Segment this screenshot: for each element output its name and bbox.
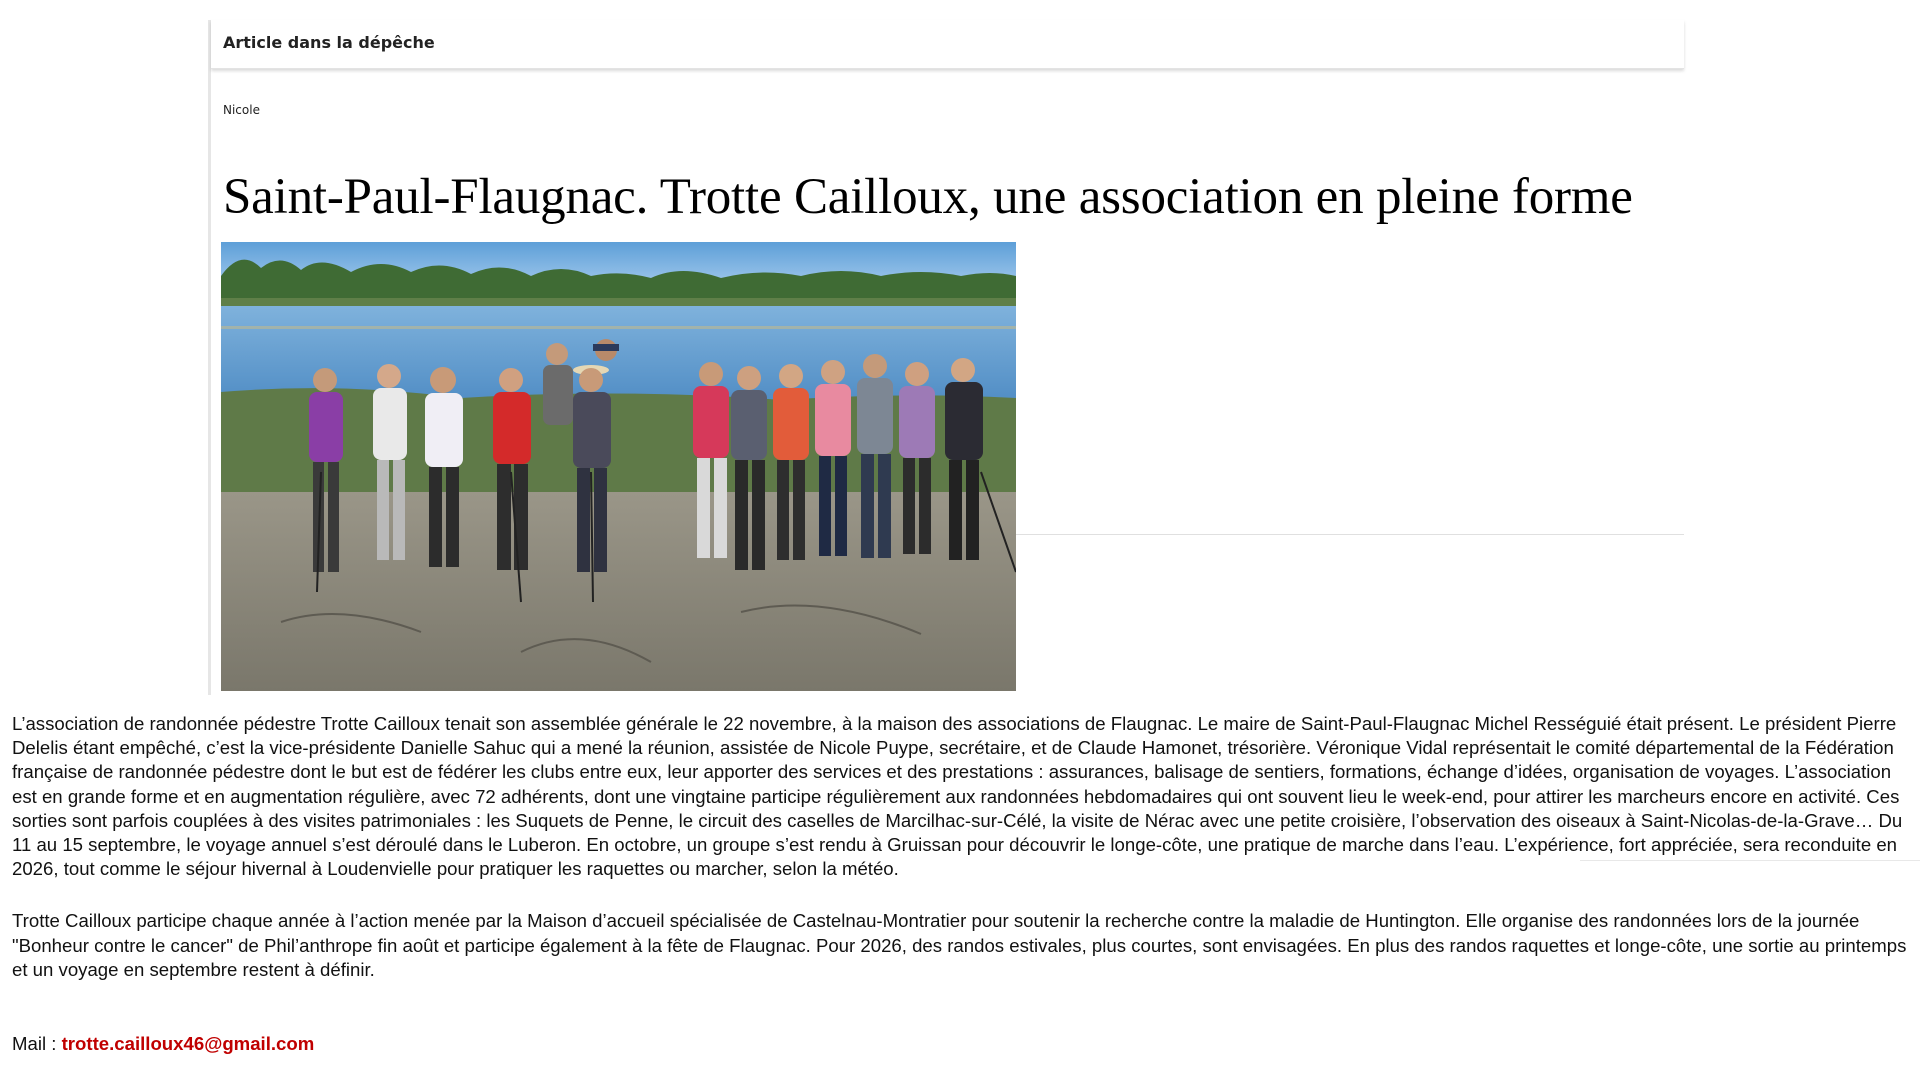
article-headline: Saint-Paul-Flaugnac. Trotte Cailloux, une association en pleine forme	[223, 169, 1633, 225]
mail-label: Mail :	[12, 1033, 62, 1054]
card-header-title: Article dans la dépêche	[223, 33, 435, 52]
article-body	[12, 712, 1912, 1010]
article-paragraph-1: L’association de randonnée pédestre Trotte Cailloux tenait son assemblée générale le 22 novembre, à la maison des associations de Flaugnac. Le maire de Saint-Paul-Flaugnac Michel Rességuié était présent. Le président Pierre Delelis étant empêché, c’est la vice-présidente Danielle Sahuc qui a mené la réunion, assistée de Nicole Puype, secrétaire, et de Claude Hamonet, trésorière. Véronique Vidal représentait le comité départemental de la Fédération française de randonnée pédestre dont le but est de fédérer les clubs entre eux, leur apporter des services et des prestations : assurances, balisage de sentiers, formations, échange d’idées, organisation de voyages. L’association est en grande forme et en augmentation régulière, avec 72 adhérents, dont une vingtaine participe régulièrement aux randonnées hebdomadaires qui ont souvent lieu le week-end, pour attirer les marcheurs encore en activité. Ces sorties sont parfois couplées à des visites patrimoniales : les Suquets de Penne, le circuit des caselles de Marcilhac-sur-Célé, la visite de Nérac avec une petite croisière, l’observation des oiseaux à Saint-Nicolas-de-la-Grave… Du 11 au 15 septembre, le voyage annuel s’est déroulé dans le Luberon. En octobre, un groupe s’est rendu à Gruissan pour découvrir le longe-côte, une pratique de marche dans l’eau. L’expérience, fort appréciée, sera reconduite en 2026, tout comme le séjour hivernal à Loudenvielle pour pratiquer les raquettes ou marcher, selon la météo.	[12, 713, 1903, 880]
article-paragraph-2: Trotte Cailloux participe chaque année à l’action menée par la Maison d’accueil spécialisée de Castelnau-Montratier pour soutenir la recherche contre la maladie de Huntington. Elle organise des randonnées lors de la journée "Bonheur contre le cancer" de Phil’anthrope fin août et participe également à la fête de Flaugnac. Pour 2026, des randos estivales, plus courtes, sont envisagées. En plus des randos raquettes et longe-côte, une sortie au printemps et un voyage en septembre restent à définir.	[12, 910, 1907, 980]
group-hikers-photo	[221, 242, 1016, 691]
mail-line	[12, 1033, 314, 1055]
divider-line	[1014, 534, 1684, 535]
mail-link[interactable]: trotte.cailloux46@gmail.com	[61, 1033, 315, 1054]
author-name: Nicole	[223, 103, 260, 117]
card-header	[211, 20, 1684, 69]
